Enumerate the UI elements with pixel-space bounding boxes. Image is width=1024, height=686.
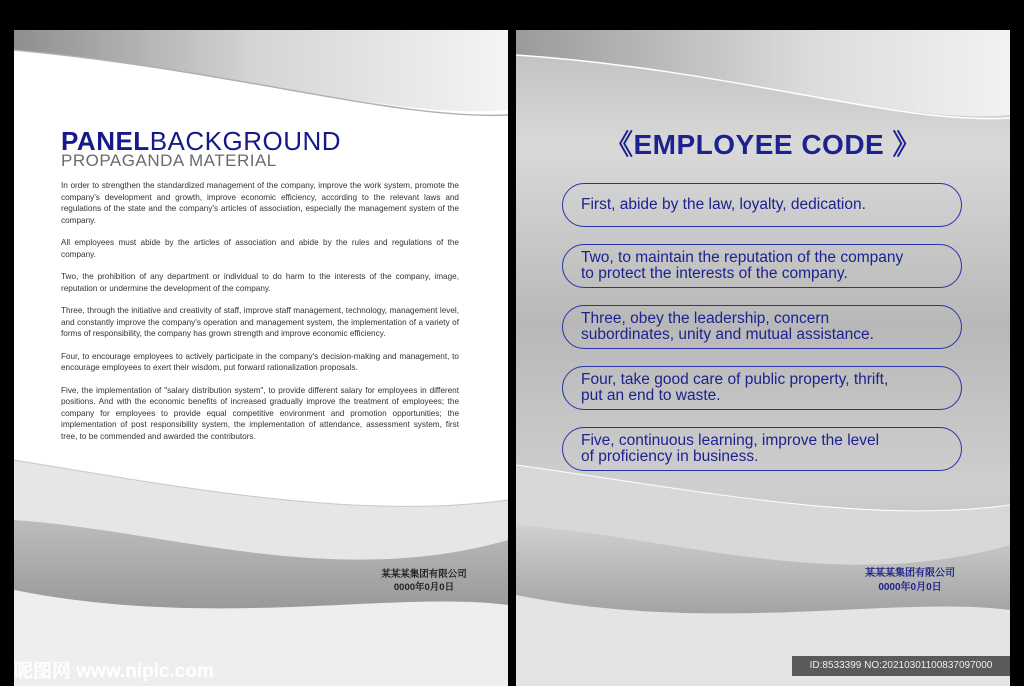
image-id-watermark: ID:8533399 NO:20210301100837097000 xyxy=(792,656,1010,676)
paragraph: Two, the prohibition of any department or individual to do harm to the interests of the company, image, reputation or undermine the development of the company. xyxy=(61,272,459,293)
code-item xyxy=(562,305,962,349)
code-item-line: put an end to waste. xyxy=(581,387,721,404)
site-watermark: 昵图网 www.nipic.com xyxy=(14,661,214,682)
paragraph: Five, the implementation of "salary distribution system", to provide different salary for employees in different positions. And with the economic benefits of increased gradually improve the treatment of employees; the company for employees to provide equal competitive environment and promotion opportunities; the implementation of post responsibility system, the implementation of attendance, assessment system, first tree, to be commended and awarded the contributors. xyxy=(61,385,459,441)
left-panel xyxy=(14,30,508,686)
company-date: 0000年0月0日 xyxy=(393,582,455,593)
company-date: 0000年0月0日 xyxy=(878,582,942,593)
employee-code-title: 《EMPLOYEE CODE 》 xyxy=(604,129,922,160)
code-item-line: subordinates, unity and mutual assistance. xyxy=(581,326,874,343)
body-text xyxy=(61,180,459,453)
company-name: 某某某集团有限公司 xyxy=(381,569,467,580)
code-item xyxy=(562,244,962,288)
right-panel xyxy=(516,30,1010,686)
paragraph: All employees must abide by the articles of association and abide by the rules and regulations of the company. xyxy=(61,238,459,259)
code-item-line: of proficiency in business. xyxy=(581,448,759,465)
code-item-line: First, abide by the law, loyalty, dedication. xyxy=(581,196,866,213)
paragraph: In order to strengthen the standardized management of the company, improve the work system, promote the company's development and growth, improve economic efficiency, according to the relevant laws and regulations of the state and the company's articles of association, especially the management system of the company. xyxy=(61,181,459,225)
code-item-line: Two, to maintain the reputation of the company xyxy=(581,249,904,266)
panel-subtitle: PROPAGANDA MATERIAL xyxy=(61,151,277,170)
code-item-line: Four, take good care of public property, thrift, xyxy=(581,371,889,388)
title-bold-text: PANEL xyxy=(61,126,150,156)
code-item-line: Three, obey the leadership, concern xyxy=(581,310,830,327)
title-rest-text: BACKGROUND xyxy=(149,126,342,156)
code-item xyxy=(562,427,962,471)
code-item xyxy=(562,183,962,227)
code-item-line: Five, continuous learning, improve the level xyxy=(581,432,880,449)
paragraph: Three, through the initiative and creativity of staff, improve staff management, technology, management level, and constantly improve the company's operation and management system, the implementation of a variety of forms of responsibility, the company has grown strength and improve economic efficiency. xyxy=(61,306,459,338)
code-item xyxy=(562,366,962,410)
code-item-line: to protect the interests of the company. xyxy=(581,265,848,282)
company-name: 某某某集团有限公司 xyxy=(865,568,955,579)
paragraph: Four, to encourage employees to actively participate in the company's decision-making and management, to encourage employees to exert their wisdom, put forward rationalization proposals. xyxy=(61,351,459,372)
